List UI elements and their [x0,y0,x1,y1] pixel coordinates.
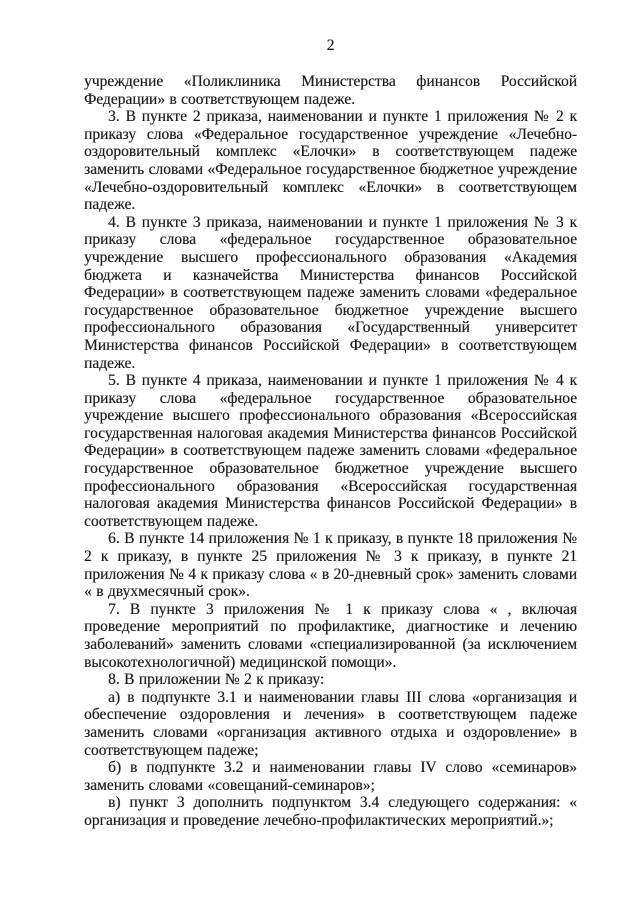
paragraph: 3. В пункте 2 приказа, наименовании и пункте 1 приложения № 2 к приказу слова «Федеральное государственное учреждение «Лечебно-оздоровительный комплекс «Елочки» в соответствующем падеже заменить словами «Федеральное государственное бюджетное учреждение «Лечебно-оздоровительный комплекс «Елочки» в соответствующем падеже. [84,108,577,214]
document-body [84,73,577,830]
paragraph: 7. В пункте 3 приложения № 1 к приказу слова « , включая проведение мероприятий по профилактике, диагностике и лечению заболеваний» заменить словами «специализированной (за исключением высокотехнологичной) медицинской помощи». [84,600,577,671]
page-number: 2 [326,37,335,54]
paragraph: 4. В пункте 3 приказа, наименовании и пункте 1 приложения № 3 к приказу слова «федеральное государственное образовательное учреждение высшего профессионального образования «Академия бюджета и казначейства Министерства финансов Российской Федерации» в соответствующем падеже заменить словами «федеральное государственное образовательное бюджетное учреждение высшего профессионального образования «Государственный университет Министерства финансов Российской Федерации» в соответствующем падеже. [84,213,577,372]
paragraph: б) в подпункте 3.2 и наименовании главы IV слово «семинаров» заменить словами «совещаний-семинаров»; [84,759,577,794]
paragraph: 8. В приложении № 2 к приказу: [108,671,325,689]
paragraph: 6. В пункте 14 приложения № 1 к приказу, в пункте 18 приложения № 2 к приказу, в пункте 25 приложения № 3 к приказу, в пункте 21 приложения № 4 к приказу слова « в 20-дневный срок» заменить словами « в двухмесячный срок». [84,530,577,601]
paragraph: а) в подпункте 3.1 и наименовании главы III слова «организация и обеспечение оздоровления и лечения» в соответствующем падеже заменить словами «организация активного отдыха и оздоровление» в соответствующем падеже; [84,688,577,759]
paragraph: 5. В пункте 4 приказа, наименовании и пункте 1 приложения № 4 к приказу слова «федеральное государственное образовательное учреждение высшего профессионального образования «Всероссийская государственная налоговая академия Министерства финансов Российской Федерации» в соответствующем падеже заменить словами «федеральное государственное образовательное бюджетное учреждение высшего профессионального образования «Всероссийская государственная налоговая академия Министерства финансов Российской Федерации» в соответствующем падеже. [84,372,577,530]
paragraph: учреждение «Поликлиника Министерства финансов Российской Федерации» в соответствующем падеже. [84,73,577,108]
paragraph: в) пункт 3 дополнить подпунктом 3.4 следующего содержания: « организация и проведение лечебно-профилактических мероприятий.»; [84,794,577,829]
